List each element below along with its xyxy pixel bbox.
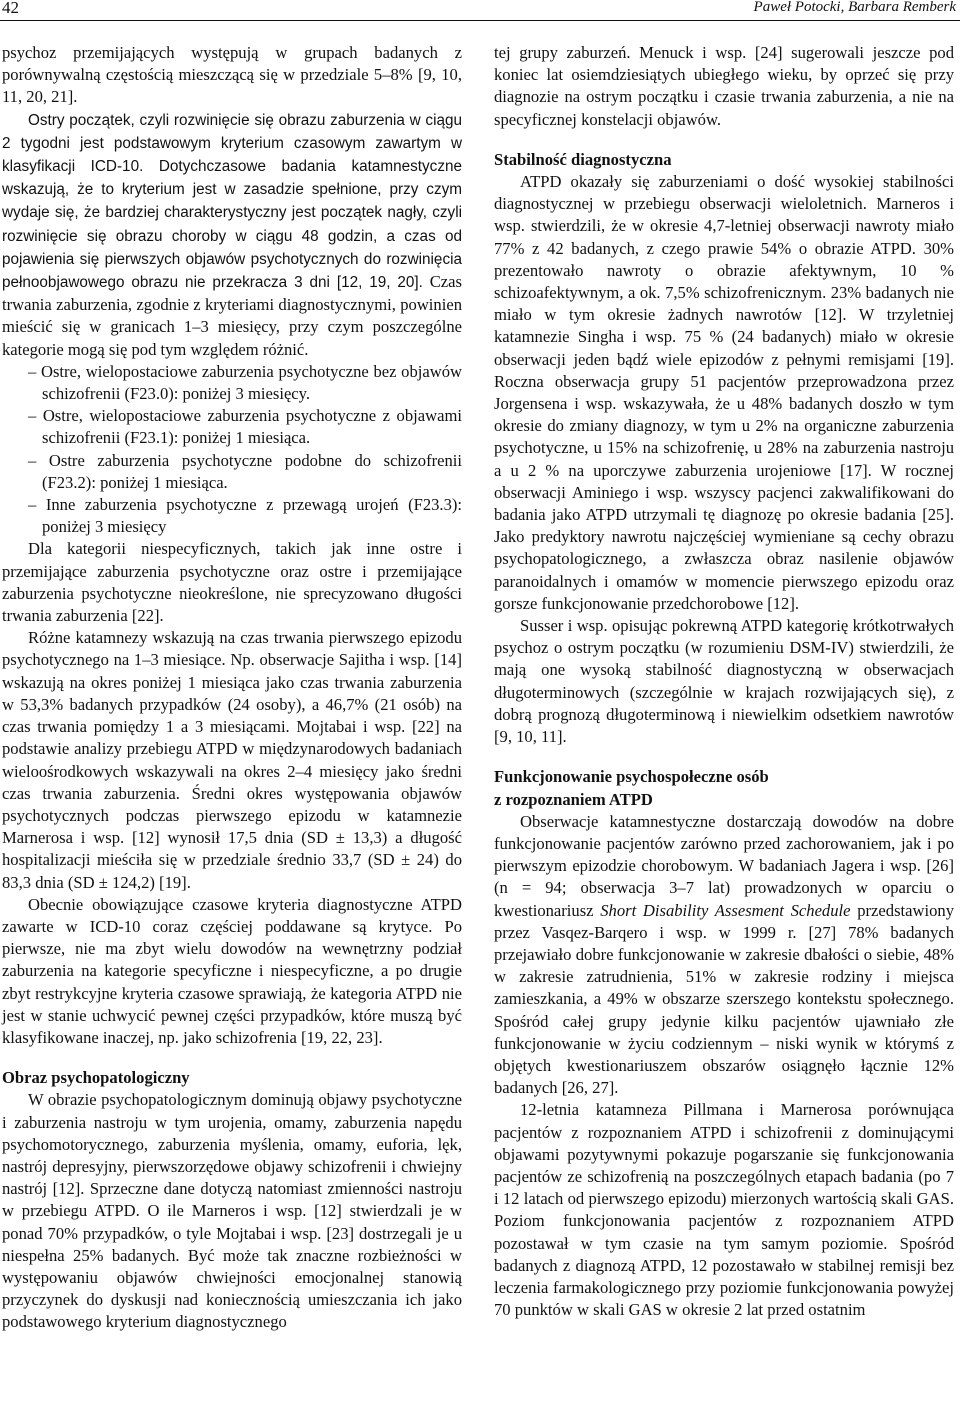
paragraph-text: przedstawiony przez Vasqez-Barqero i wsp. w 1999 r. [27] 78% badanych przejawiało dobre funkcjonowanie w zakresie dbałości o siebie, 48% w zakresie zatrudnienia, 51% w zakresie rodziny i miejsca zamieszkania, a 49% w obszarze szerszego kontekstu społecznego. Spośród całej grupy jedynie kilku pacjentów ujawniało złe funkcjonowanie w życiu codziennym – niski wynik w którymś z objętych kwestionariuszem obszarów osiągnęło łącznie 12% badanych [26, 27]. [494, 900, 954, 1098]
spacer [494, 131, 954, 149]
list-item: – Inne zaburzenia psychotyczne z przewagą urojeń (F23.3): poniżej 3 miesięcy [28, 495, 462, 537]
paragraph: psychoz przemijających występują w grupach badanych z porównywalną częstością mieszczącą się w przedziale 5–8% [9, 10, 11, 20, 21]. [2, 43, 462, 107]
header-rule [0, 20, 960, 21]
paragraph: Susser i wsp. opisując pokrewną ATPD kategorię krótkotrwałych psychoz o ostrym początku (w rozumieniu DSM-IV) stwierdzili, że mają one wysoką stabilność diagnostyczną w obserwacjach długoterminowych (szczególnie w krajach rozwijających się), z dobrą prognozą długoterminową i niewielkim odsetkiem nawrotów [9, 10, 11]. [494, 616, 954, 747]
section-heading [494, 766, 954, 810]
right-column [494, 42, 954, 1321]
running-head-authors: Paweł Potocki, Barbara Remberk [753, 0, 956, 15]
paragraph [2, 109, 462, 361]
list-item: – Ostre, wielopostaciowe zaburzenia psychotyczne bez objawów schizofrenii (F23.0): poniżej 3 miesięcy. [28, 361, 462, 404]
list-item: – Ostre, wielopostaciowe zaburzenia psychotyczne z objawami schizofrenii (F23.1): poniżej 1 miesiąca. [28, 406, 462, 448]
spacer [2, 1049, 462, 1067]
paragraph: Różne katamnezy wskazują na czas trwania pierwszego epizodu psychotycznego na 1–3 miesiące. Np. obserwacje Sajitha i wsp. [14] wskazują na okres poniżej 1 miesiąca jako czas trwania zaburzenia w 53,3% badanych przypadków (24 osoby), a 46,7% (21 osób) na czas trwania pomiędzy 1 a 3 miesiącami. Mojtabai i wsp. [22] na podstawie analizy przebiegu ATPD w międzynarodowych badaniach wieloośrodkowych wskazywali na okres 2–4 miesięcy jako średni czas trwania zaburzenia. Średni okres występowania objawów psychotycznych podczas pierwszego epizodu w katamnezie Marnerosa i wsp. [12] wynosił 17,5 dnia (SD ± 13,3) a długość hospitalizacji mieściła się w przedziale średnio 33,7 (SD ± 24) do 83,3 dnia (SD ± 124,2) [19]. [2, 628, 462, 892]
paragraph: 12-letnia katamneza Pillmana i Marnerosa porównująca pacjentów z rozpoznaniem ATPD i schizofrenii z dominującymi objawami pozytywnymi pokazuje pogarszanie się funkcjonowania pacjentów ze schizofrenią na poszczególnych etapach badania (po 7 i 12 latach od pierwszego epizodu) mierzonych wartością skali GAS. Poziom funkcjonowania pacjentów z rozpoznaniem ATPD pozostawał w tym czasie na tym samym poziomie. Spośród badanych z diagnozą ATPD, 12 pozostawało w stabilnej remisji bez leczenia farmakologicznego przy poziomie funkcjonowania powyżej 70 punktów w skali GAS w okresie 2 lat przed ostatnim [494, 1100, 954, 1320]
paragraph: Obecnie obowiązujące czasowe kryteria diagnostyczne ATPD zawarte w ICD-10 coraz częściej poddawane są krytyce. Po pierwsze, nie ma zbyt wielu dowodów na wewnętrzny podział zaburzenia na kategorie specyficzne i niespecyficzne, a po drugie zbyt restrykcyjne kryteria czasowe sprawiają, że kategoria ATPD nie jest w stanie uchwycić pewnej części przypadków, które muszą być klasyfikowane inaczej, np. jako schizofrenia [19, 22, 23]. [2, 894, 462, 1047]
heading-line: z rozpoznaniem ATPD [494, 789, 653, 809]
paragraph: W obrazie psychopatologicznym dominują objawy psychotyczne i zaburzenia nastroju w tym urojenia, omamy, zaburzenia napędu psychomotorycznego, zaburzenia myślenia, omamy, euforia, lęk, nastrój depresyjny, pierwszorzędowe objawy schizofrenii i chwiejny nastrój [12]. Sprzeczne dane dotyczą natomiast zmienności nastroju w przebiegu ATPD. O ile Marneros i wsp. [12] stwierdzali je w ponad 70% przypadków, o tyle Mojtabai i wsp. [23] dostrzegali je u niespełna 25% badanych. Być może tak znaczne rozbieżności w występowaniu objawów chwiejności emocjonalnej stanowią przyczynek do dyskusji nad koniecznością umieszczania ich jako podstawowego kryterium diagnostycznego [2, 1090, 462, 1332]
page-number: 42 [2, 0, 19, 17]
paragraph: ATPD okazały się zaburzeniami o dość wysokiej stabilności diagnostycznej w przebiegu obserwacji wieloletnich. Marneros i wsp. stwierdzili, że w okresie 4,7-letniej obserwacji nawroty miało 77% z 42 badanych, z czego prawie 54% o obrazie ATPD. 30% prezentowało nawroty o obrazie afektywnym, 10 % schizoafektywnym, a ok. 7,5% schizofrenicznym. 23% badanych nie miało w tym okresie żadnych nawrotów [12]. W trzyletniej katamnezie Singha i wsp. 75 % (24 badanych) miało w okresie obserwacji jeden bądź wiele epizodów z pełnymi remisjami [19]. Roczna obserwacja grupy 51 pacjentów przeprowadzona przez Jorgensena i wsp. wskazywała, że u 48% badanych doszło w tym okresie do zmiany diagnozy, w tym u 2% na organiczne zaburzenia psychotyczne, u 15% na schizofrenię, u 28% na zaburzenia nastroju a u 2 % na uporczywe zaburzenia urojeniowe [17]. W rocznej obserwacji Aminiego i wsp. wszyscy pacjenci zakwalifikowani do badania jako ATPD utrzymali tę diagnozę po okresie badania [25]. Jako predyktory nawrotu najczęściej wymieniane są cechy obrazu psychopatologicznego, a zwłaszcza obraz nasilenie objawów paranoidalnych i omamów w momencie pierwszego epizodu oraz gorsze funkcjonowanie przedchorobowe [12]. [494, 172, 954, 613]
paragraph-text: Czas trwania zaburzenia, zgodnie z kryteriami diagnostycznymi, powinien mieścić się w granicach 1–3 miesięcy, przy czym poszczególne kategorie mogą się pod tym względem różnić. [2, 272, 462, 359]
left-column [2, 42, 462, 1334]
paragraph [494, 811, 954, 1100]
paragraph: tej grupy zaburzeń. Menuck i wsp. [24] sugerowali jeszcze pod koniec lat osiemdziesiątych ubiegłego wieku, by oprzeć się przy diagnozie na ostrym początku i czasie trwania zaburzenia, a nie na specyficznej konstelacji objawów. [494, 43, 954, 129]
section-heading: Stabilność diagnostyczna [494, 149, 672, 169]
section-heading: Obraz psychopatologiczny [2, 1068, 190, 1088]
italic-title: Short Disability Assesment Schedule [600, 900, 851, 920]
heading-line: Funkcjonowanie psychospołeczne osób [494, 767, 769, 787]
paragraph-text: Obserwacje katamnestyczne dostarczają dowodów na dobre funkcjonowanie pacjentów zarówno przed zachorowaniem, jak i po pierwszym epizodzie chorobowym. W badaniach Jagera i wsp. [26] (n = 94; obserwacja 3–7 lat) prowadzonych w oparciu o kwestionariusz [494, 811, 954, 920]
paragraph: Dla kategorii niespecyficznych, takich jak inne ostre i przemijające zaburzenia psychotyczne oraz ostre i przemijające zaburzenia psychotyczne nieokreślone, nie sprecyzowano długości trwania zaburzenia [22]. [2, 539, 462, 626]
page-header [0, 0, 960, 24]
list-item: – Ostre zaburzenia psychotyczne podobne do schizofrenii (F23.2): poniżej 1 miesiąca. [28, 450, 462, 492]
paragraph-sans-text: Ostry początek, czyli rozwinięcie się obrazu zaburzenia w ciągu 2 tygodni jest podstawowym kryterium czasowym zawartym w klasyfikacji ICD-10. Dotychczasowe badania katamnestyczne wskazują, że to kryterium jest w zasadzie spełnione, przy czym wydaje się, że bardziej charakterystyczny jest początek nagły, czyli rozwinięcie się obrazu choroby w ciągu 48 godzin, a czas od pojawienia się pierwszych objawów psychotycznych do rozwinięcia pełnoobjawowego obrazu nie przekracza 3 dni [12, 19, 20]. [2, 111, 462, 292]
criteria-list [2, 361, 462, 539]
spacer [494, 748, 954, 766]
